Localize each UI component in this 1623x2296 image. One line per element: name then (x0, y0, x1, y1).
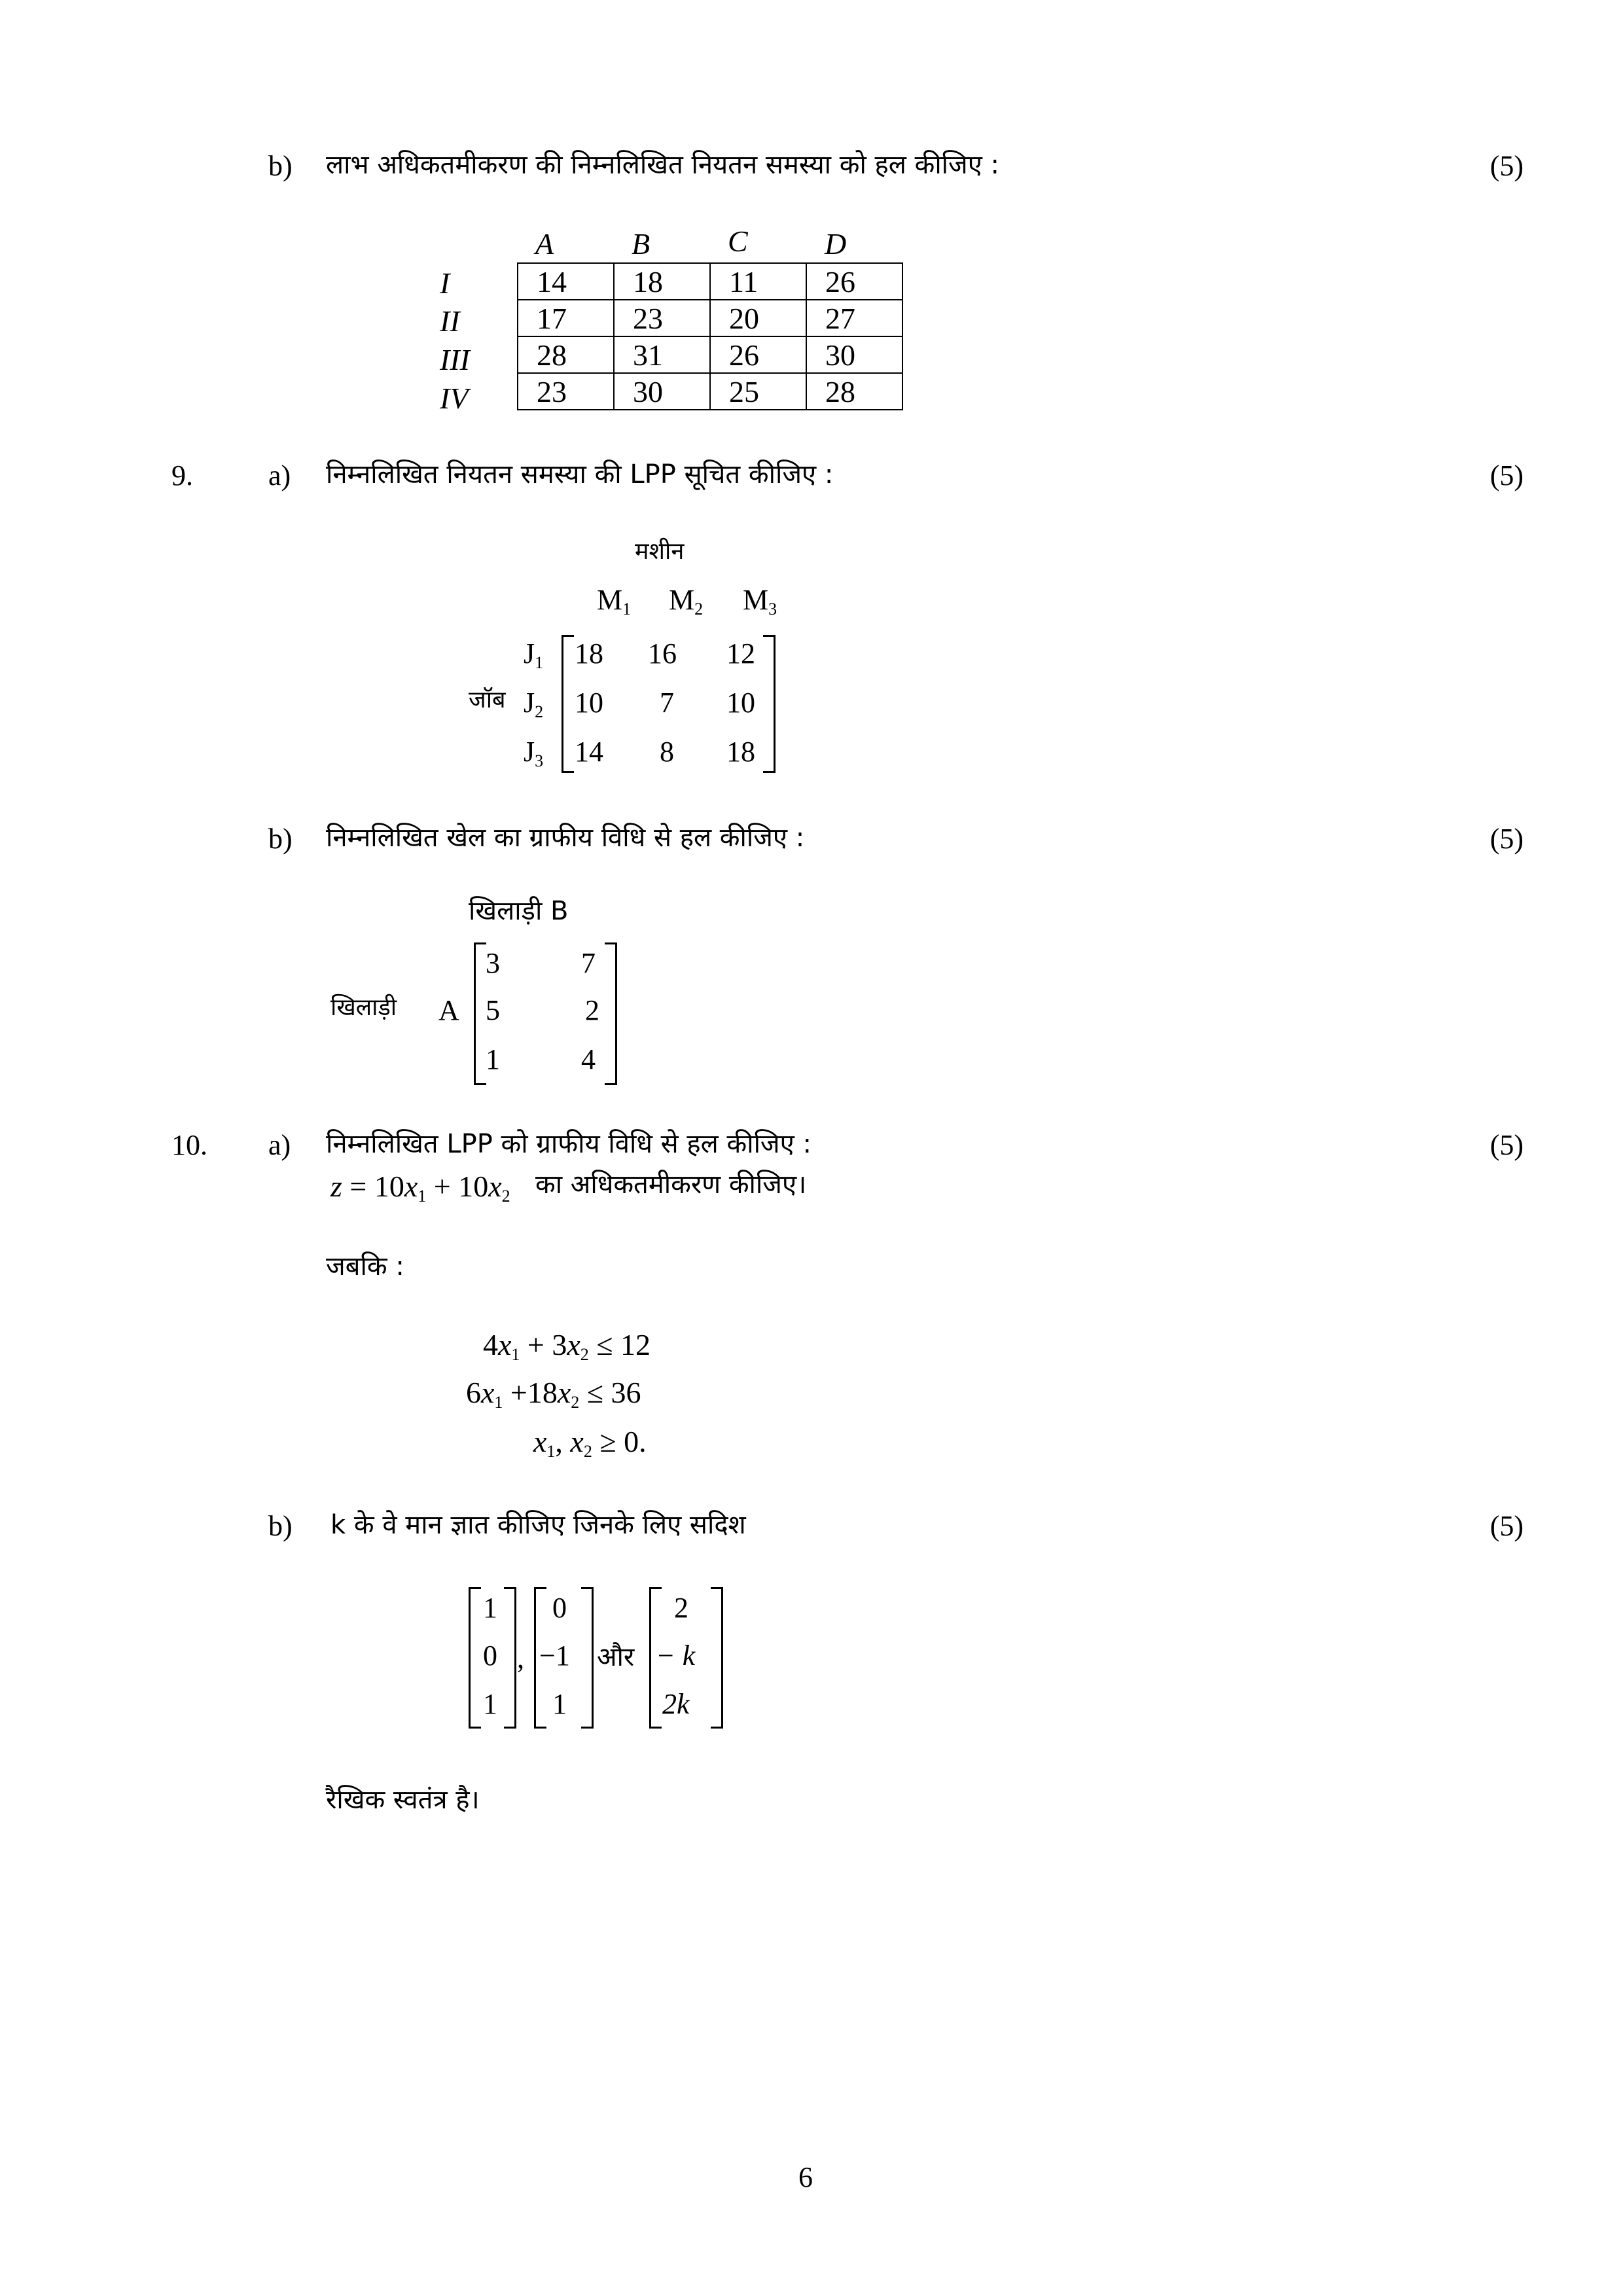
table-row-label: I (440, 266, 450, 300)
q9a-label: a) (268, 459, 291, 492)
q8b-label: b) (268, 150, 293, 182)
table-cell: 31 (614, 336, 710, 373)
game-matrix-cell: 4 (581, 1043, 596, 1075)
q10a-question-text: निम्नलिखित LPP को ग्राफीय विधि से हल कीजिए : (326, 1129, 812, 1159)
table-cell: 26 (806, 263, 902, 300)
table-row (518, 336, 902, 373)
game-matrix-left-bracket (474, 942, 486, 1085)
table-row-label: IV (440, 382, 469, 415)
matrix-cell: 7 (660, 687, 674, 719)
assignment-table (517, 262, 903, 410)
vector-3-entry: − k (656, 1640, 696, 1672)
q10a-marks: (5) (1489, 1129, 1524, 1161)
vector-1-entry: 0 (483, 1640, 497, 1672)
table-cell: 11 (710, 263, 806, 300)
objective-suffix: का अधिकतमीकरण कीजिए। (535, 1170, 807, 1200)
q10b-marks: (5) (1489, 1510, 1524, 1542)
constraint-3: $x_1$, $x_2 \ge 0$. (533, 1425, 647, 1461)
game-matrix-cell: 1 (486, 1043, 500, 1075)
vector-2-entry: −1 (539, 1640, 570, 1672)
q9b-question-text: निम्नलिखित खेल का ग्राफीय विधि से हल कीजिए : (326, 823, 805, 853)
vector-2-right-bracket (581, 1587, 594, 1729)
table-cell: 25 (710, 373, 806, 410)
game-matrix-cell: 5 (486, 994, 500, 1026)
job-row-label: $J_2$ (524, 687, 544, 721)
table-cell: 27 (806, 300, 902, 336)
matrix-right-bracket (763, 635, 776, 773)
vector-separator-comma: , (517, 1642, 524, 1674)
q10-number: 10. (171, 1129, 207, 1161)
game-matrix-cell: 7 (581, 947, 596, 979)
table-cell: 18 (614, 263, 710, 300)
constraint-2: $6x_1 +18x_2 \le 36$ (466, 1376, 641, 1412)
vector-1-entry: 1 (483, 1592, 497, 1624)
q10a-label: a) (268, 1129, 291, 1161)
matrix-cell: 10 (575, 687, 603, 719)
machine-col-label: $M_3$ (743, 584, 777, 619)
player-b-label: खिलाड़ी B (469, 896, 569, 926)
table-row-label: II (440, 304, 460, 338)
q10b-question-text: k के वे मान ज्ञात कीजिए जिनके लिए सदिश (330, 1510, 746, 1540)
vector-1-entry: 1 (483, 1688, 497, 1720)
machine-col-label: $M_2$ (669, 584, 704, 619)
and-word: और (597, 1642, 635, 1672)
table-row (518, 263, 902, 300)
subject-to-label: जबकि : (326, 1251, 404, 1282)
constraint-1: $4x_1 + 3x_2 \le 12$ (483, 1328, 651, 1364)
q9a-marks: (5) (1489, 459, 1524, 492)
table-cell: 30 (614, 373, 710, 410)
table-col-header: B (632, 227, 651, 260)
q10b-conclusion: रैखिक स्वतंत्र है। (326, 1785, 480, 1815)
matrix-cell: 12 (726, 637, 755, 670)
vector-2-entry: 1 (552, 1688, 567, 1720)
matrix-cell: 18 (726, 736, 755, 768)
game-matrix-right-bracket (605, 942, 617, 1085)
table-cell: 20 (710, 300, 806, 336)
machine-col-label: $M_1$ (597, 584, 632, 619)
matrix-cell: 8 (660, 736, 674, 768)
q10b-label: b) (268, 1510, 293, 1542)
q8b-marks: (5) (1489, 150, 1524, 182)
q8b-question-text: लाभ अधिकतमीकरण की निम्नलिखित नियतन समस्या को हल कीजिए : (326, 150, 1000, 180)
table-row (518, 373, 902, 410)
matrix-cell: 16 (648, 637, 677, 670)
vector-3-entry: 2 (674, 1592, 688, 1624)
q9-number: 9. (171, 459, 193, 492)
vector-2-entry: 0 (552, 1592, 567, 1624)
q9b-label: b) (268, 823, 293, 855)
machine-header: मशीन (635, 538, 685, 565)
table-cell: 28 (518, 336, 614, 373)
matrix-left-bracket (562, 635, 574, 773)
table-col-header: A (535, 227, 554, 260)
table-cell: 28 (806, 373, 902, 410)
player-a-letter: A (438, 994, 459, 1026)
table-row-label: III (440, 343, 470, 376)
player-a-label: खिलाड़ी (330, 994, 397, 1021)
q9b-marks: (5) (1489, 823, 1524, 855)
job-row-label: $J_1$ (524, 637, 544, 672)
table-cell: 17 (518, 300, 614, 336)
q9a-question-text: निम्नलिखित नियतन समस्या की LPP सूचित कीजिए : (326, 459, 834, 490)
vector-1-left-bracket (469, 1587, 481, 1729)
table-cell: 26 (710, 336, 806, 373)
table-col-header: D (825, 227, 847, 260)
vector-3-right-bracket (711, 1587, 723, 1729)
table-cell: 14 (518, 263, 614, 300)
job-side-label: जॉब (469, 687, 506, 713)
objective-function: $z = 10x_1 + 10x_2$ (330, 1170, 510, 1206)
matrix-cell: 14 (575, 736, 603, 768)
page-number: 6 (798, 2161, 813, 2193)
job-row-label: $J_3$ (524, 736, 544, 770)
vector-1-right-bracket (504, 1587, 516, 1729)
vector-3-entry: 2k (662, 1688, 690, 1720)
game-matrix-cell: 2 (585, 994, 599, 1026)
table-cell: 23 (614, 300, 710, 336)
matrix-cell: 18 (575, 637, 603, 670)
table-cell: 23 (518, 373, 614, 410)
matrix-cell: 10 (726, 687, 755, 719)
game-matrix-cell: 3 (486, 947, 500, 979)
table-col-header: C (728, 224, 748, 258)
table-row (518, 300, 902, 336)
table-cell: 30 (806, 336, 902, 373)
